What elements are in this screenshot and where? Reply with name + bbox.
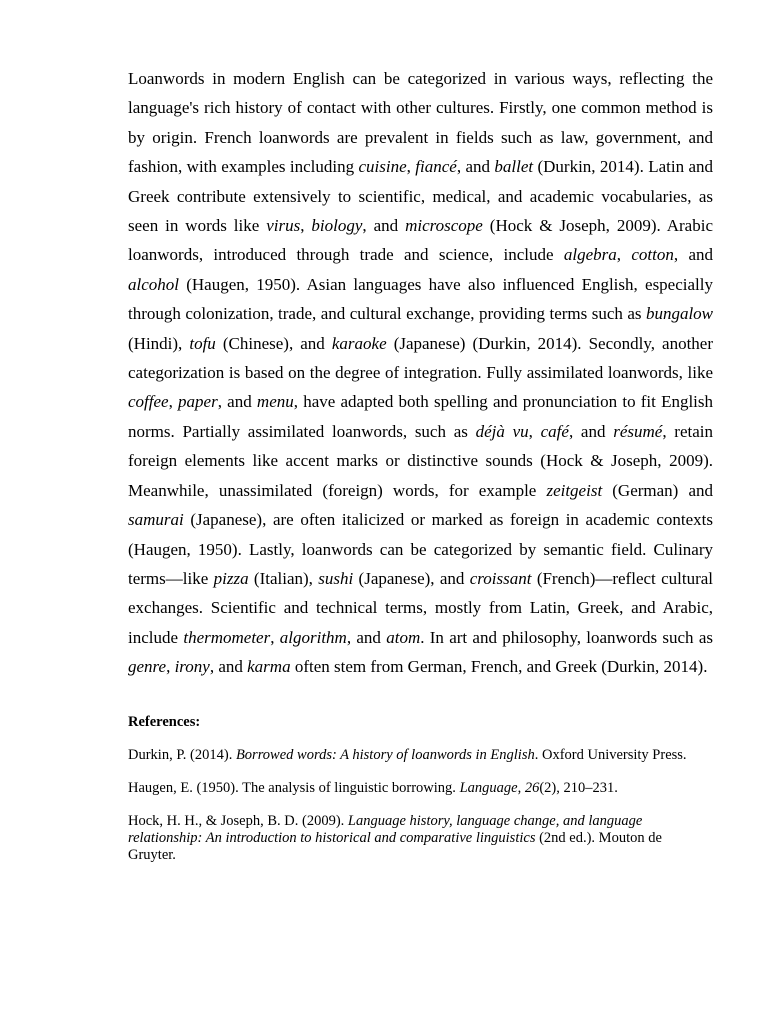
italic-term: fiancé xyxy=(415,157,457,177)
italic-term: cuisine xyxy=(358,157,407,177)
italic-term: genre xyxy=(128,657,167,677)
italic-term: pizza xyxy=(213,568,249,588)
italic-term: atom xyxy=(386,627,421,647)
text-run: (Japanese), and xyxy=(353,568,470,588)
italic-term: Borrowed words: A history of loanwords in English xyxy=(235,746,535,763)
text-run: often stem from German, French, and Greek (Durkin, 2014). xyxy=(290,657,708,677)
italic-term: résumé xyxy=(613,421,663,441)
italic-term: Language history, language change, and language relationship: An introduction to historical and comparative linguistics xyxy=(128,812,643,846)
italic-term: menu xyxy=(256,392,294,412)
text-run: , xyxy=(270,627,280,647)
text-run: , and xyxy=(568,421,614,441)
text-run: , and xyxy=(456,157,495,177)
italic-term: tofu xyxy=(189,333,216,353)
text-run: , xyxy=(517,779,525,796)
italic-term: bungalow xyxy=(645,304,713,324)
text-run: (French)—reflect cultural exchanges. Scientific and technical terms, mostly from Latin, Greek, and Arabic, include xyxy=(128,568,714,647)
reference-entry-durkin xyxy=(128,747,713,764)
text-run: , xyxy=(616,245,632,265)
italic-term: zeitgeist xyxy=(546,480,603,500)
italic-term: coffee xyxy=(128,392,169,412)
document-page xyxy=(128,64,713,864)
reference-entry-hock-joseph xyxy=(128,813,713,864)
italic-term: déjà vu xyxy=(475,421,529,441)
reference-entry-haugen xyxy=(128,780,713,797)
text-run: , and xyxy=(673,245,714,265)
text-run: , have adapted both spelling and pronunciation to fit English norms. Partially assimilated loanwords, such as xyxy=(128,392,714,441)
text-run: Haugen, E. (1950). The analysis of linguistic borrowing. xyxy=(128,779,460,796)
italic-term: cotton xyxy=(631,245,674,265)
italic-term: algorithm xyxy=(279,627,347,647)
italic-term: virus xyxy=(266,216,301,236)
italic-term: algebra xyxy=(563,245,617,265)
text-run: . In art and philosophy, loanwords such as xyxy=(420,627,714,647)
italic-term: 26 xyxy=(524,779,540,796)
text-run: , retain foreign elements like accent marks or distinctive sounds (Hock & Joseph, 2009). Meanwhile, unassimilated (foreign) words, for example xyxy=(128,421,713,500)
italic-term: microscope xyxy=(405,216,483,236)
italic-term: croissant xyxy=(469,568,532,588)
text-run: (Durkin, 2014). Latin and Greek contribute extensively to scientific, medical, and academic vocabularies, as seen in words like xyxy=(128,157,714,236)
text-run: (Hock & Joseph, 2009). Arabic loanwords, introduced through trade and science, include xyxy=(128,216,713,265)
text-run: , xyxy=(528,421,541,441)
italic-term: alcohol xyxy=(128,274,179,294)
italic-term: café xyxy=(540,421,569,441)
text-run: , and xyxy=(217,392,257,412)
italic-term: Language xyxy=(459,779,518,796)
references-heading: References: xyxy=(128,713,201,730)
text-run: (Japanese) (Durkin, 2014). Secondly, another categorization is based on the degree of integration. Fully assimilated loanwords, like xyxy=(128,333,714,383)
text-run: (Italian), xyxy=(248,568,319,588)
text-run: , xyxy=(166,657,175,677)
italic-term: paper xyxy=(178,392,218,412)
text-run: Hock, H. H., & Joseph, B. D. (2009). xyxy=(128,812,348,829)
text-run: (Hindi), xyxy=(128,333,190,353)
text-run: , xyxy=(168,392,179,412)
text-run: . Oxford University Press. xyxy=(534,746,687,763)
text-run: (Chinese), and xyxy=(215,333,332,353)
text-run: , xyxy=(406,157,416,177)
italic-term: irony xyxy=(174,657,210,677)
text-run: , and xyxy=(362,216,406,236)
italic-term: karaoke xyxy=(331,333,387,353)
italic-term: sushi xyxy=(318,568,354,588)
text-run: (Japanese), are often italicized or marked as foreign in academic contexts (Haugen, 1950). Lastly, loanwords can be categorized by semantic field. Culinary terms—like xyxy=(128,510,713,588)
italic-term: samurai xyxy=(128,510,184,530)
text-run: , xyxy=(300,216,312,236)
italic-term: thermometer xyxy=(183,627,271,647)
text-run: (2), 210–231. xyxy=(539,779,618,796)
text-run: , and xyxy=(346,627,387,647)
italic-term: biology xyxy=(311,216,363,236)
text-run: Loanwords in modern English can be categorized in various ways, reflecting the language's rich history of contact with other cultures. Firstly, one common method is by origin. French loanwords are prevalent in fields such as law, government, and fashion, with examples including xyxy=(128,69,713,177)
text-run: , and xyxy=(209,657,248,677)
italic-term: karma xyxy=(247,657,291,677)
italic-term: ballet xyxy=(494,157,534,177)
text-run: (2nd ed.). Mouton de Gruyter. xyxy=(128,829,662,863)
text-run: Durkin, P. (2014). xyxy=(128,746,236,763)
body-paragraph xyxy=(128,64,713,682)
text-run: (Haugen, 1950). Asian languages have also influenced English, especially through colonization, trade, and cultural exchange, providing terms such as xyxy=(128,274,713,324)
text-run: (German) and xyxy=(602,480,713,500)
